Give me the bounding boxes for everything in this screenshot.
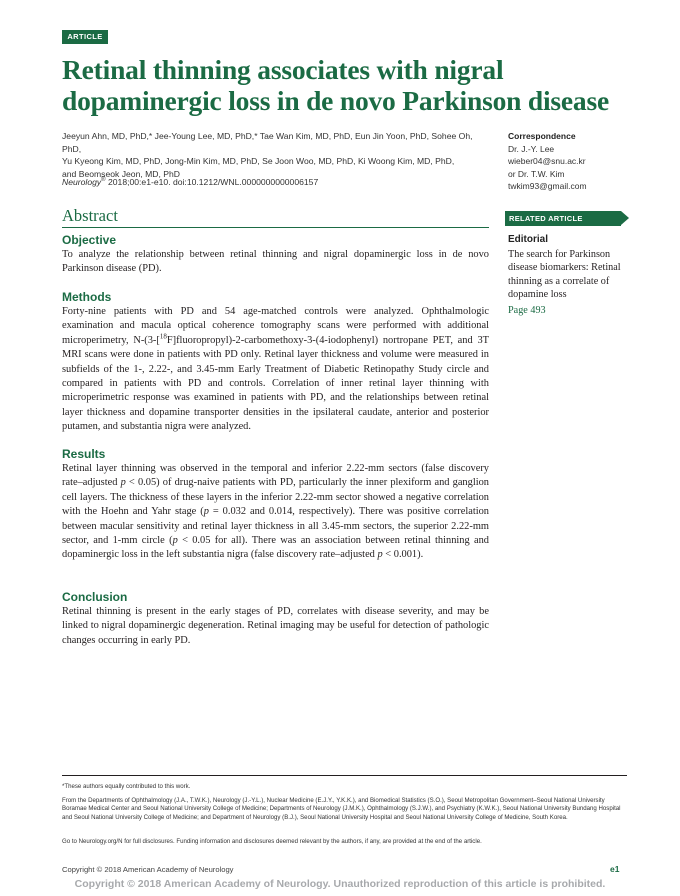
objective-text: To analyze the relationship between retinal thinning and nigral dopaminergic loss in de novo Parkinson disease (PD). (62, 249, 489, 275)
editorial-label: Editorial (508, 234, 549, 245)
methods-text-part-2: F]fluoropropyl)-2-carbomethoxy-3-(4-iodophenyl) nortropane PET, and 3T MRI scans were done in patients with PD only. Retinal layer thickness and volume were measured in subfields of the 1-, 2.22-, and 3.45-mm Early Treatment of Diabetic Retinopathy Study circle and compared in patients with PD and controls. Correlation of inner retinal layer thinning with microperimetric response was examined in patients with PD, and the relationships between retinal layer thickness and dopamine transporter densities in the ipsilateral caudate, anterior and posterior putamen, and substantia nigra were analyzed. (62, 334, 489, 433)
author-line-1: Jeeyun Ahn, MD, PhD,* Jee-Young Lee, MD, PhD,* Tae Wan Kim, MD, PhD, Eun Jin Yoon, PhD, Sohee Oh, PhD, (62, 131, 473, 154)
methods-text-part-1: Forty-nine patients with PD and 54 age-matched controls were analyzed. Ophthalmologic examination and macula optical coherence tomography scans were performed with additional microperimetry, N-(3-[ (62, 306, 489, 346)
editorial-title-line-3: thinning as a correlate of (508, 275, 610, 287)
editorial-title[interactable] (508, 248, 633, 302)
editorial-title-line-2: disease biomarkers: Retinal (508, 262, 621, 274)
copyright-watermark: Copyright © 2018 American Academy of Neurology. Unauthorized reproduction of this article is prohibited. (74, 878, 606, 890)
registered-mark: ® (101, 177, 106, 184)
title-line-2: dopaminergic loss in de novo Parkinson disease (62, 85, 609, 116)
correspondence-block (508, 143, 587, 193)
article-title (62, 54, 642, 116)
abstract-divider (62, 227, 489, 228)
correspondence-name-1: Dr. J.-Y. Lee (508, 144, 555, 154)
correspondence-email-1[interactable]: wieber04@snu.ac.kr (508, 156, 586, 167)
results-text-part-2: < 0.05) of drug-naive patients with PD, particularly the inner plexiform and ganglion cell layers. The thickness of these layers in the inferior 2.22-mm sector showed a negative correlation with the Hoehn and Yahr stage ( (62, 477, 489, 518)
p-value-symbol: p (377, 549, 383, 561)
results-text-part-1: Retinal layer thinning was observed in the temporal and inferior 2.22-mm sectors (false discovery rate–adjusted (62, 463, 489, 489)
p-value-symbol: p (120, 477, 126, 489)
author-list (62, 130, 492, 180)
citation-details: 2018;00:e1-e10. doi:10.1212/WNL.0000000000006157 (105, 177, 319, 187)
isotope-superscript: 18 (159, 332, 167, 341)
results-heading: Results (62, 447, 106, 461)
related-article-bar: RELATED ARTICLE (505, 211, 621, 226)
author-line-2: Yu Kyeong Kim, MD, PhD, Jong-Min Kim, MD, PhD, Se Joon Woo, MD, PhD, Ki Woong Kim, MD, PhD, (62, 156, 455, 167)
author-line-3: and Beomseok Jeon, MD, PhD (62, 168, 180, 179)
journal-name: Neurology (62, 177, 102, 187)
footer-copyright: Copyright © 2018 American Academy of Neurology (62, 865, 234, 874)
results-text-part-4: < 0.05 for all). There was an association between retinal thinning and dopaminergic loss in the left substantia nigra (false discovery rate–adjusted (62, 535, 489, 561)
article-type-badge: ARTICLE (62, 30, 108, 44)
conclusion-heading: Conclusion (62, 590, 128, 604)
p-value-symbol: p (172, 535, 178, 547)
editorial-title-line-1: The search for Parkinson (508, 249, 611, 260)
correspondence-name-2: or Dr. T.W. Kim (508, 168, 565, 179)
editorial-title-line-4: dopamine loss (508, 289, 567, 301)
results-text-part-3: = 0.032 and 0.014, respectively). There was positive correlation between macular sensitivity and retinal layer thickness in all 3.45-mm sectors, the superior 2.22-mm sector, and 1-mm circle ( (62, 506, 489, 547)
disclosures-note: Go to Neurology.org/N for full disclosures. Funding information and disclosures deemed relevant by the authors, if any, are provided at the end of the article. (62, 838, 482, 845)
editorial-page-link[interactable]: Page 493 (508, 305, 546, 316)
methods-heading: Methods (62, 290, 112, 304)
title-line-1: Retinal thinning associates with nigral (62, 54, 504, 85)
abstract-heading: Abstract (62, 206, 118, 225)
footnote-divider (62, 775, 627, 776)
conclusion-text: Retinal thinning is present in the early stages of PD, correlates with disease severity, and may be linked to nigral dopaminergic degeneration. Retinal imaging may be useful for detection of pathologic changes occurring in early PD. (62, 606, 489, 646)
methods-text (62, 305, 489, 435)
results-text (62, 462, 489, 563)
page-number: e1 (610, 864, 620, 874)
objective-heading: Objective (62, 233, 117, 247)
equal-contribution-note: *These authors equally contributed to this work. (62, 783, 191, 790)
affiliations-note: From the Departments of Ophthalmology (J.A., T.W.K.), Neurology (J.-Y.L.), Nuclear Medicine (E.J.Y., Y.K.K.), and Biomedical Statistics (S.O.), Seoul Metropolitan Government–Seoul National University Boramae Medical Center and Seoul National University College of Medicine; Departments of Neurology (J.M.K.), Ophthalmology (S.J.W.), and Psychiatry (K.W.K.), Seoul National University Bundang Hospital and Seoul National University College of Medicine; and Department of Neurology (B.J.), Seoul National University Hospital and Seoul National University College of Medicine, South Korea. (62, 797, 621, 821)
correspondence-label: Correspondence (508, 131, 576, 141)
p-value-symbol: p (203, 506, 209, 518)
related-arrow-icon (621, 211, 629, 225)
citation-line (62, 177, 492, 187)
results-text-part-5: < 0.001). (382, 549, 424, 561)
correspondence-email-2[interactable]: twkim93@gmail.com (508, 181, 587, 192)
